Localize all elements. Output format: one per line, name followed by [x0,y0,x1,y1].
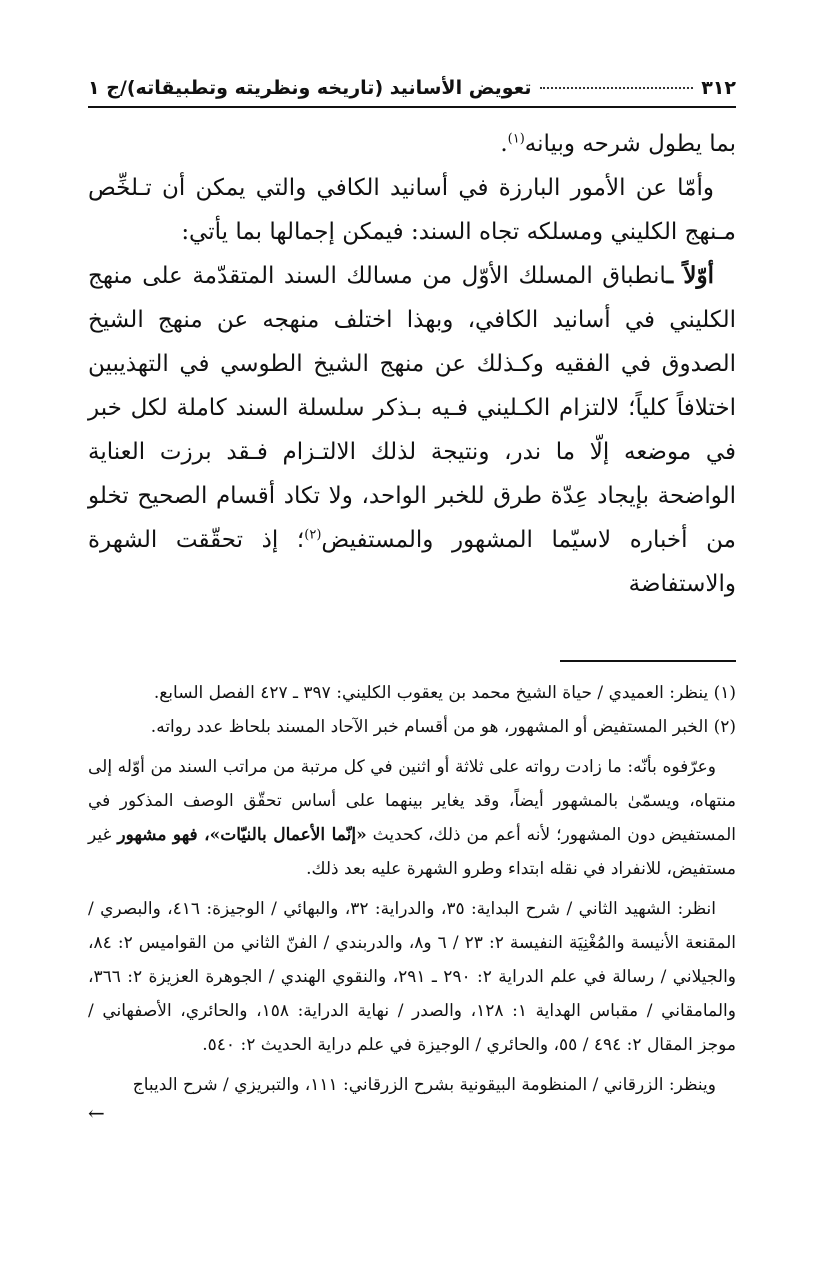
hadith-quote: «إنّما الأعمال بالنيّات»، فهو مشهور [117,825,367,845]
paragraph-2: وأمّا عن الأمور البارزة في أسانيد الكافي والتي يمكن أن تـلخِّص مـنهج الكليني ومسلكه تجاه السند: فيمكن إجمالها بما يأتي: [88,175,736,245]
footnote-2: (٢) الخبر المستفيض أو المشهور، هو من أقسام خبر الآحاد المسند بلحاظ عدد رواته. [150,717,736,737]
footnote-separator [560,660,736,662]
paragraph-3-text: انطباق المسلك الأوّل من مسالك السند المتقدّمة على منهج الكليني في أسانيد الكافي، وبهذا اختلف منهجه عن منهج الشيخ الصدوق في الفقيه وكـذلك عن منهج الشيخ الطوسي في التهذيبين اختلافاً كلياً؛ لالتزام الكـليني فـيه بـذكر سلسلة السند كاملة لكل خبر في موضعه إلّا ما ندر، ونتيجة لذلك الالتـزام فـقد برزت العناية الواضحة بإيجاد عِدّة طرق للخبر الواحد، ولا تكاد أقسام الصحيح تخلو من أخباره لاسيّما المشهور والمستفيض [88,263,736,553]
footnote-2-more-sources: وينظر: الزرقاني / المنظومة البيقونية بشرح الزرقاني: ١١١، والتبريزي / شرح الديباج [132,1075,716,1095]
footnote-1: (١) ينظر: العميدي / حياة الشيخ محمد بن يعقوب الكليني: ٣٩٧ ـ ٤٢٧ الفصل السابع. [153,683,736,703]
footnote-ref-2[interactable]: (٢) [304,527,322,543]
footnote-2-definition-end: غير مستفيض، للانفراد في نقله ابتداء وطرو الشهرة عليه بعد ذلك. [88,825,736,879]
footnote-2-definition [88,750,736,886]
running-header [88,70,736,108]
paragraph-1 [88,122,736,166]
footnote-2-sources: انظر: الشهيد الثاني / شرح البداية: ٣٥، والدراية: ٣٢، والبهائي / الوجيزة: ٤١٦، والبصري / المقنعة الأنيسة والمُغْنِيَة النفيسة ٢: ٢٣ / ٦ و٨، والدربندي / الفنّ الثاني من القواميس ٢: ٨٤، والجيلاني / رسالة في علم الدراية ٢: ٢٩٠ ـ ٢٩١، والنقوي الهندي / الجوهرة العزيزة ٢: ٣٦٦، والمامقاني / مقباس الهداية ١: ١٢٨، والصدر / نهاية الدراية: ١٥٨، والحائري، الأصفهاني / موجز المقال ٢: ٤٩٤ / ٥٥، والحائري / الوجيزة في علم دراية الحديث ٢: ٥٤٠. [88,899,737,1055]
section-lead: أوّلاً ـ [666,262,714,289]
main-text [88,122,736,606]
header-dot-leader [540,87,694,89]
paragraph-1-text: بما يطول شرحه وبيانه [524,131,736,157]
paragraph-1-end: . [500,131,508,157]
footnote-ref-1[interactable]: (١) [507,131,525,147]
footnote-2-definition-start: وعرّفوه بأنّه: ما زادت رواته على ثلاثة أو اثنين في كل مرتبة من مراتب السند من أوّله إلى منتهاه، ويسمّىٰ بالمشهور أيضاً، وقد يغاير بينهما على أساس تحقّق الوصف المذكور في المستفيض دون المشهور؛ لأنه أعم من ذلك، كحديث [88,757,736,845]
paragraph-3-tail: ؛ إذ تحقّقت الشهرة والاستفاضة [88,527,736,597]
paragraph-3 [88,254,736,606]
book-page [88,70,736,1124]
page-number: ٣١٢ [701,77,736,99]
continue-arrow-icon: ← [88,1101,105,1125]
footnotes [88,676,736,1124]
running-title: تعويض الأسانيد (تاريخه ونظريته وتطبيقاته)/ج ١ [88,77,532,99]
